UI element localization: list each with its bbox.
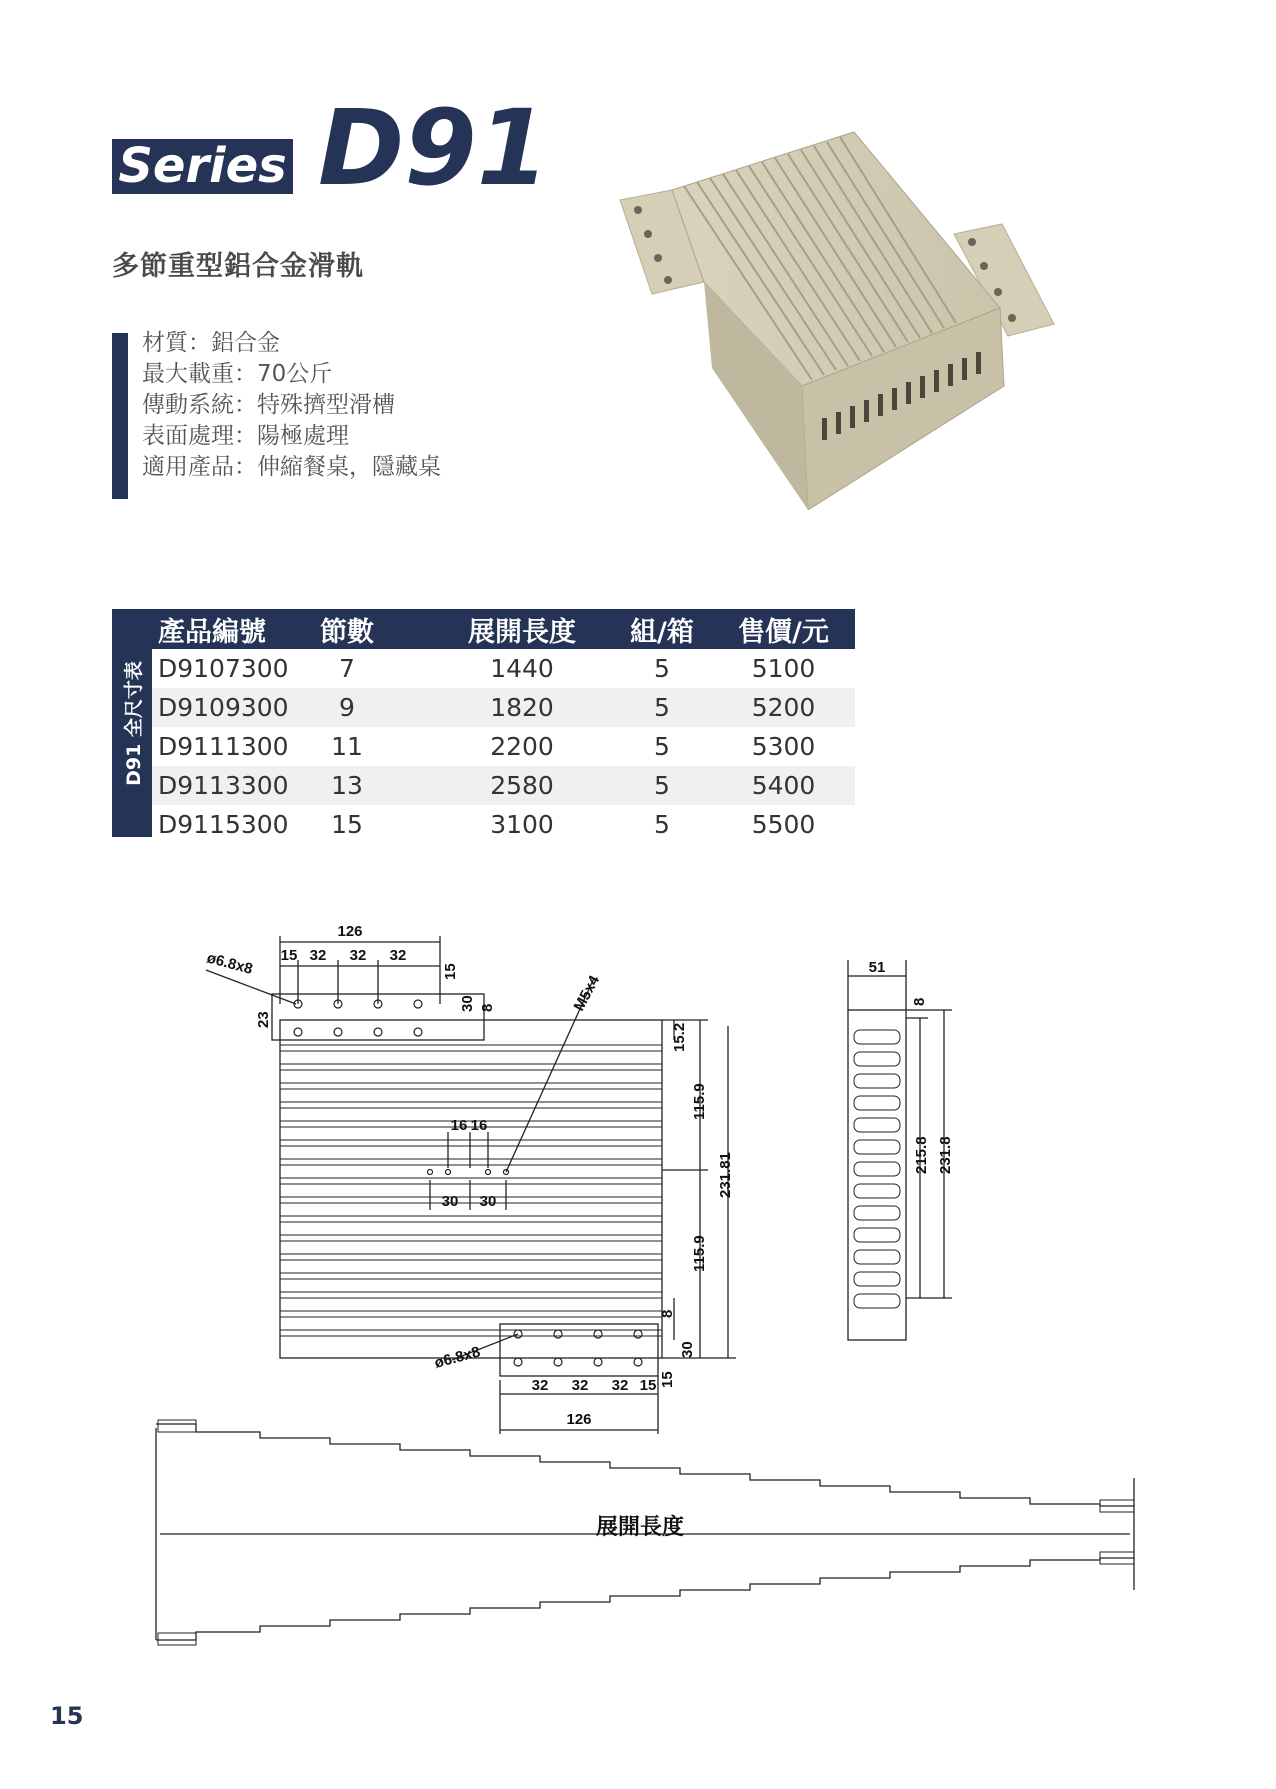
dim-top-30: 30 <box>459 995 476 1012</box>
col-header-part-no: 產品編號 <box>158 616 266 648</box>
cell-price: 5200 <box>751 693 816 722</box>
spec-list <box>142 328 441 483</box>
model-title: D91 <box>318 87 550 209</box>
cell-sections: 9 <box>339 693 355 722</box>
dim-bottom-8: 8 <box>659 1309 676 1318</box>
dim-profile-231-8: 231.8 <box>937 1136 954 1174</box>
dim-bottom-pitch-4: 15 <box>639 1377 657 1394</box>
dim-top-pitch-1: 15 <box>280 947 298 964</box>
spec-drive-system: 傳動系統：特殊擠型滑槽 <box>142 392 395 418</box>
dim-top-width: 126 <box>337 923 363 940</box>
dim-top-pitch-2: 32 <box>309 947 327 964</box>
cell-price: 5400 <box>751 771 816 800</box>
spec-application: 適用產品：伸縮餐桌，隱藏桌 <box>142 454 441 480</box>
dim-center-30a: 30 <box>441 1193 459 1210</box>
spec-material: 材質：鋁合金 <box>142 330 280 356</box>
col-header-extension: 展開長度 <box>468 616 576 648</box>
table-row <box>152 727 855 766</box>
page-number: 15 <box>50 1702 84 1730</box>
table-row <box>152 805 855 844</box>
cell-sections: 13 <box>331 771 363 800</box>
col-header-sections: 節數 <box>320 616 374 648</box>
dim-top-23: 23 <box>255 1011 272 1028</box>
cell-part-no: D9107300 <box>158 654 289 683</box>
cell-extension: 3100 <box>490 810 554 839</box>
cell-price: 5500 <box>751 810 816 839</box>
cell-sections: 11 <box>331 732 363 761</box>
cell-extension: 2200 <box>490 732 554 761</box>
dim-top-8: 8 <box>479 1003 496 1012</box>
col-header-price: 售價/元 <box>738 616 829 648</box>
cell-sections: 7 <box>339 654 355 683</box>
product-subtitle: 多節重型鋁合金滑軌 <box>112 251 364 282</box>
dim-right-115-9b: 115.9 <box>691 1235 708 1272</box>
hole-label-top: ø6.8x8 <box>204 949 255 978</box>
table-row <box>152 649 855 688</box>
product-photo <box>612 118 1074 510</box>
dim-bottom-15: 15 <box>659 1371 676 1388</box>
table-side-label-wrap <box>112 609 152 837</box>
cell-part-no: D9113300 <box>158 771 289 800</box>
dim-center-16a: 16 <box>450 1117 468 1134</box>
dim-profile-215-8: 215.8 <box>913 1136 930 1174</box>
cell-pack: 5 <box>654 810 670 839</box>
dim-right-115-9a: 115.9 <box>691 1083 708 1120</box>
spec-max-load: 最大載重：70公斤 <box>142 361 333 387</box>
rail-groove-lines <box>280 1045 662 1336</box>
dim-top-pitch-4: 32 <box>389 947 407 964</box>
dim-bottom-pitch-3: 32 <box>611 1377 629 1394</box>
dim-top-pitch-3: 32 <box>349 947 367 964</box>
cell-pack: 5 <box>654 693 670 722</box>
dim-profile-width: 51 <box>868 959 886 976</box>
spec-accent-bar <box>112 333 128 499</box>
cell-price: 5100 <box>751 654 816 683</box>
extension-length-label: 展開長度 <box>595 1515 685 1540</box>
cell-part-no: D9115300 <box>158 810 289 839</box>
cell-part-no: D9109300 <box>158 693 289 722</box>
dim-center-30b: 30 <box>479 1193 497 1210</box>
dim-right-231-81: 231.81 <box>717 1152 734 1198</box>
cell-pack: 5 <box>654 732 670 761</box>
dim-bottom-pitch-1: 32 <box>531 1377 549 1394</box>
technical-drawing <box>0 900 1276 1660</box>
cell-pack: 5 <box>654 654 670 683</box>
table-row <box>152 688 855 727</box>
dim-bottom-30: 30 <box>679 1341 696 1358</box>
series-badge: Series <box>112 139 293 194</box>
cell-extension: 1440 <box>490 654 554 683</box>
dim-right-15-2: 15.2 <box>671 1022 688 1052</box>
cell-extension: 2580 <box>490 771 554 800</box>
dim-bottom-pitch-2: 32 <box>571 1377 589 1394</box>
cell-price: 5300 <box>751 732 816 761</box>
cell-part-no: D9111300 <box>158 732 289 761</box>
table-side-label: D91 全尺寸表 <box>122 660 145 786</box>
dim-bottom-width: 126 <box>566 1411 592 1428</box>
dim-profile-8: 8 <box>911 997 928 1006</box>
table-header <box>152 609 855 649</box>
cell-pack: 5 <box>654 771 670 800</box>
hole-label-bottom: ø6.8x8 <box>432 1343 483 1372</box>
dim-top-15: 15 <box>442 963 459 980</box>
cell-extension: 1820 <box>490 693 554 722</box>
dim-center-16b: 16 <box>470 1117 488 1134</box>
spec-surface: 表面處理：陽極處理 <box>142 423 349 449</box>
cell-sections: 15 <box>331 810 363 839</box>
screw-label: M5x4 <box>570 972 604 1014</box>
rail-body <box>280 1020 662 1358</box>
col-header-pack: 組/箱 <box>630 616 694 648</box>
profile-ribs <box>854 1030 900 1308</box>
table-row <box>152 766 855 805</box>
